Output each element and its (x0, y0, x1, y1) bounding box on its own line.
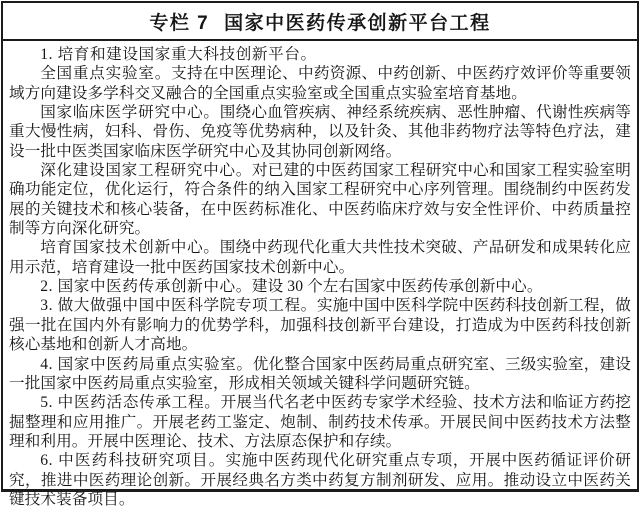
paragraph-body: 围绕心血管疾病、神经系统疾病、恶性肿瘤、代谢性疾病等重大慢性病，妇科、骨伤、免疫等优势病种，以及针灸、其他非药物疗法等特色疗法，建设一批中医类国家临床医学研究中心及其协同创新网络。 (9, 104, 631, 160)
paragraph-lead: 深化建设国家工程研究中心。 (40, 162, 253, 180)
paragraph-body: 实施中国中医科学院中医药科技创新工程，做强一批在国内外有影响力的优势学科，加强科技创新平台建设，打造成为中医药科技创新核心基地和创新人才高地。 (9, 297, 631, 354)
paragraph-body: 建设 30 个左右国家中医药传承创新中心。 (251, 278, 543, 296)
paragraph-body: 优化整合国家中医药局重点研究室、三级实验室，建设一批国家中医药局重点实验室，形成相关领域关键科学问题研究链。 (9, 355, 631, 392)
list-item (9, 64, 631, 103)
list-item (9, 277, 631, 296)
paragraph-lead: 全国重点实验室。 (40, 65, 172, 83)
panel-body (3, 41, 637, 509)
list-item (9, 393, 631, 451)
paragraph-body: 围绕中药现代化重大共性技术突破、产品研发和成果转化应用示范，培育建设一批中医药国家技术创新中心。 (9, 239, 631, 276)
paragraph-lead: 国家临床医学研究中心。 (40, 104, 220, 122)
list-item (9, 296, 631, 354)
list-item (9, 161, 631, 238)
paragraph-lead: 培育国家技术创新中心。 (40, 239, 220, 257)
list-item (9, 451, 631, 509)
paragraph-lead: 3. 做大做强中国中医科学院专项工程。 (40, 297, 317, 315)
paragraph-lead: 5. 中医药活态传承工程。 (40, 394, 221, 412)
paragraph-body: 开展当代名老中医药专家学术经验、技术方法和临证方药挖掘整理和应用推广。开展老药工鉴定、炮制、制药技术传承。开展民间中医药技术方法整理和利用。开展中医理论、技术、方法原态保护和存续。 (9, 394, 631, 450)
panel-title-prefix: 专栏 7 (149, 12, 210, 34)
paragraph-lead: 4. 国家中医药局重点实验室。 (40, 355, 253, 373)
paragraph-lead: 2. 国家中医药传承创新中心。 (40, 278, 252, 296)
list-item (9, 355, 631, 394)
paragraph-body: 实施中医药现代化研究重点专项，开展中医药循证评价研究，推进中医药理论创新。开展经典名方类中药复方制剂研发、应用。推动设立中医药关键技术装备项目。 (9, 452, 631, 508)
list-item (9, 103, 631, 161)
list-item (9, 238, 631, 277)
paragraph-body: 支持在中医理论、中药资源、中药创新、中医药疗效评价等重要领域方向建设多学科交叉融合的全国重点实验室或全国重点实验室培育基地。 (9, 65, 631, 102)
column-panel (1, 1, 639, 508)
panel-title (3, 3, 637, 41)
paragraph-lead: 6. 中医药科技研究项目。 (40, 452, 226, 470)
paragraph-body: 对已建的中医药国家工程研究中心和国家工程实验室明确功能定位，优化运行，符合条件的纳入国家工程研究中心序列管理。围绕制约中医药发展的关键技术和核心装备，在中医药标准化、中医药临床疗效与安全性评价、中药质量控制等方向深化研究。 (9, 162, 631, 238)
paragraph-lead: 1. 培育和建设国家重大科技创新平台。 (40, 46, 317, 63)
list-item (9, 45, 631, 64)
panel-title-text: 国家中医药传承创新平台工程 (224, 12, 491, 34)
